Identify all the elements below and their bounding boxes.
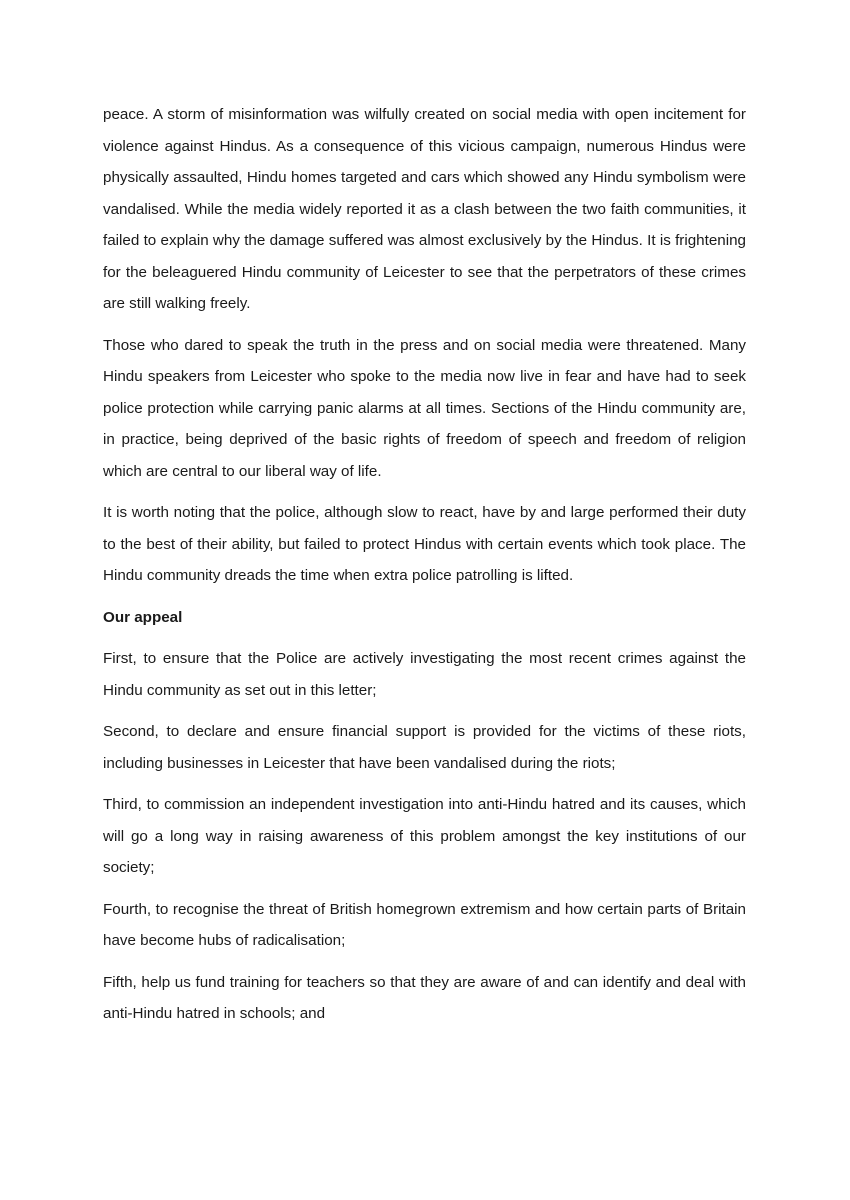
appeal-heading: Our appeal	[103, 608, 183, 626]
appeal-item-second: Second, to declare and ensure financial support is provided for the victims of these riots, including businesses in Leicester that have been vandalised during the riots;	[103, 723, 746, 772]
paragraph-police: It is worth noting that the police, although slow to react, have by and large performed their duty to the best of their ability, but failed to protect Hindus with certain events which took place. The Hindu community dreads the time when extra police patrolling is lifted.	[103, 504, 746, 584]
appeal-item-fifth: Fifth, help us fund training for teachers so that they are aware of and can identify and deal with anti-Hindu hatred in schools; and	[103, 973, 746, 1022]
paragraph-misinformation: peace. A storm of misinformation was wilfully created on social media with open incitement for violence against Hindus. As a consequence of this vicious campaign, numerous Hindus were physically assaulted, Hindu homes targeted and cars which showed any Hindu symbolism were vandalised. While the media widely reported it as a clash between the two faith communities, it failed to explain why the damage suffered was almost exclusively by the Hindus. It is frightening for the beleaguered Hindu community of Leicester to see that the perpetrators of these crimes are still walking freely.	[103, 106, 746, 312]
document-body	[103, 99, 746, 1040]
paragraph-threatened: Those who dared to speak the truth in the press and on social media were threatened. Many Hindu speakers from Leicester who spoke to the media now live in fear and have had to seek police protection while carrying panic alarms at all times. Sections of the Hindu community are, in practice, being deprived of the basic rights of freedom of speech and freedom of religion which are central to our liberal way of life.	[103, 336, 746, 480]
appeal-item-third: Third, to commission an independent investigation into anti-Hindu hatred and its causes, which will go a long way in raising awareness of this problem amongst the key institutions of our society;	[103, 796, 746, 876]
appeal-item-first: First, to ensure that the Police are actively investigating the most recent crimes against the Hindu community as set out in this letter;	[103, 650, 746, 699]
appeal-item-fourth: Fourth, to recognise the threat of British homegrown extremism and how certain parts of Britain have become hubs of radicalisation;	[103, 900, 746, 949]
